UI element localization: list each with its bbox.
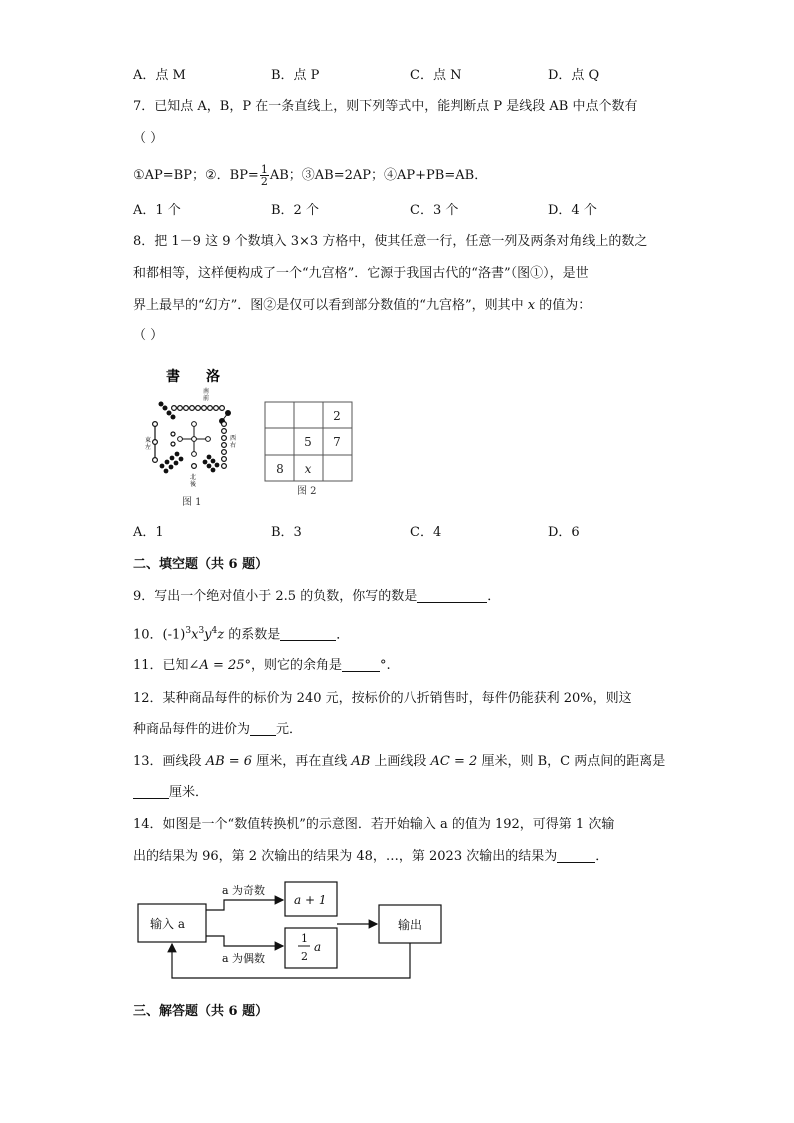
fig1-label-bottom: 北	[190, 474, 197, 481]
fig1-label-left2: 左	[145, 444, 152, 451]
half-den: 2	[301, 950, 308, 963]
fig1-label-top: 南	[203, 388, 210, 395]
odd-label: a 为奇数	[222, 884, 266, 897]
q13-mid1: 厘米，再在直线	[252, 754, 352, 769]
q8-line3	[133, 296, 591, 316]
q10-var-x: x	[191, 627, 199, 643]
q9-end: ．	[487, 589, 501, 604]
q8-line2: 和都相等，这样便构成了一个“九宫格”．它源于我国古代的“洛書”（图①），是世	[133, 266, 589, 281]
q12-line2	[133, 720, 302, 740]
q6-option-c: C．点 N	[410, 68, 462, 83]
q13-ac: AC = 2	[430, 754, 478, 769]
q13-ab2: AB	[351, 754, 371, 769]
q8-paren: （ ）	[133, 328, 164, 343]
q9-text: 9．写出一个绝对值小于 2.5 的负数，你写的数是	[133, 589, 418, 604]
q7-option-d: D．4 个	[548, 203, 597, 218]
odd-arrow	[206, 900, 283, 910]
q7-fraction	[260, 164, 269, 187]
q11-answer-blank[interactable]	[342, 657, 380, 672]
q13-line1	[133, 752, 665, 772]
q10-base: (-1)	[162, 627, 186, 643]
input-label: 输入 a	[150, 917, 185, 931]
q9	[133, 587, 500, 607]
q7-option-a: A．1 个	[133, 203, 181, 218]
q14-end: ．	[595, 849, 609, 864]
q14-line2	[133, 847, 608, 867]
fig1-left-circles	[153, 422, 158, 463]
q10-exp2: 3	[198, 626, 205, 636]
q8-option-b: B．3	[271, 525, 302, 540]
q6-option-d: D．点 Q	[548, 68, 600, 83]
q7-option-b: B．2 个	[271, 203, 319, 218]
q11-end: °.	[380, 658, 391, 673]
q10-var-y: y	[204, 627, 212, 643]
number-converter-diagram	[130, 876, 450, 988]
even-label: a 为偶数	[222, 952, 266, 965]
q14-text: 出的结果为 96，第 2 次输出的结果为 48，…，第 2023 次输出的结果为	[133, 849, 558, 864]
q7-fraction-num: 1	[260, 163, 268, 176]
feedback-arrow	[172, 943, 410, 978]
fig1-title-left: 書	[166, 369, 180, 385]
q8-line1: 8．把 1－9 这 9 个数填入 3×3 方格中，使其任意一行，任意一列及两条对角线上的数之	[133, 234, 648, 249]
q10-number: 10．	[133, 627, 163, 643]
fig1-label-bottom2: 後	[190, 481, 197, 488]
q8-option-a: A．1	[133, 525, 164, 540]
fig1-bottom-left-dots	[160, 452, 184, 474]
fig1-label-left: 東	[145, 437, 152, 444]
q6-option-a: A．点 M	[133, 68, 186, 83]
section-solve-heading: 三、解答题（共 6 题）	[133, 1004, 269, 1019]
grid-cell-7: 8	[276, 462, 284, 476]
grid-cell-8: x	[304, 462, 312, 476]
fig1-label-right: 西	[230, 435, 237, 442]
grid-cell-6: 7	[333, 435, 341, 449]
q8-line3-end: 的值为：	[535, 298, 592, 313]
q11	[133, 656, 391, 676]
q13-answer-blank[interactable]	[133, 784, 169, 799]
q14-answer-blank[interactable]	[557, 848, 595, 863]
q7-paren: （ ）	[133, 131, 164, 146]
q10-exp3: 4	[211, 626, 218, 636]
q13-mid2: 上画线段	[370, 754, 431, 769]
q7-equations	[133, 164, 487, 187]
fig1-title-right: 洛	[206, 369, 220, 385]
fig2-caption: 图 2	[297, 486, 317, 497]
half-num: 1	[301, 932, 308, 945]
half-box	[285, 928, 337, 968]
q10-end: ．	[336, 627, 350, 643]
q10-answer-blank[interactable]	[280, 626, 336, 641]
q7-eq-part2: AB；③AB=2AP；④AP+PB=AB．	[269, 168, 488, 183]
q7-stem: 7．已知点 A，B，P 在一条直线上，则下列等式中，能判断点 P 是线段 AB 中点个数有	[133, 99, 638, 114]
q11-text: 11．已知	[133, 658, 189, 673]
q13-text: 13．画线段	[133, 754, 206, 769]
q11-mid: ，则它的余角是	[251, 658, 343, 673]
even-arrow	[206, 936, 283, 946]
q11-angle: ∠A = 25°	[188, 658, 252, 673]
plus-one-label: a + 1	[294, 893, 327, 907]
output-label: 输出	[398, 918, 423, 932]
q8-option-d: D．6	[548, 525, 580, 540]
q14-line1: 14．如图是一个“数值转换机”的示意图．若开始输入 a 的值为 192，可得第 1 次输	[133, 817, 615, 832]
half-var: a	[314, 940, 322, 954]
fig1-top-circles	[172, 406, 225, 411]
fig1-right-circles	[222, 422, 227, 469]
q10	[133, 621, 349, 645]
q13-line2	[133, 783, 208, 803]
fig1-caption: 图 1	[182, 497, 202, 508]
q13-ab: AB = 6	[205, 754, 253, 769]
fig1-label-top2: 前	[203, 395, 210, 402]
grid-cell-5: 5	[304, 435, 312, 449]
fig1-center-side-circles	[171, 432, 175, 446]
q13-post: 厘米，则 B，C 两点间的距离是	[477, 754, 666, 769]
q7-fraction-den: 2	[260, 175, 268, 188]
fig1-bottom-right-dots	[203, 455, 220, 473]
section-fill-in-heading: 二、填空题（共 6 题）	[133, 557, 269, 572]
q12-text: 种商品每件的进价为	[133, 722, 251, 737]
grid-cell-3: 2	[333, 409, 341, 423]
fig1-bottom-circle	[192, 464, 197, 469]
q8-var-x: x	[527, 298, 536, 313]
q10-var-z: z	[217, 627, 225, 643]
q9-answer-blank[interactable]	[417, 588, 487, 603]
fig1-center-cross	[178, 422, 211, 457]
q10-text: 的系数是	[224, 627, 281, 643]
fig1-label-right2: 右	[230, 442, 237, 449]
luoshu-figure	[140, 362, 252, 510]
q7-option-c: C．3 个	[410, 203, 459, 218]
q12-answer-blank[interactable]	[250, 721, 276, 736]
q12-line1: 12．某种商品每件的标价为 240 元，按标价的八折销售时，每件仍能获利 20%，则这	[133, 691, 632, 706]
q8-option-c: C．4	[410, 525, 442, 540]
q8-line3-text: 界上最早的“幻方”．图②是仅可以看到部分数值的“九宫格”，则其中	[133, 298, 528, 313]
q7-eq-part1: ①AP=BP；②．BP=	[133, 168, 259, 183]
q10-exp1: 3	[185, 626, 192, 636]
q12-end: 元．	[276, 722, 303, 737]
q6-option-b: B．点 P	[271, 68, 320, 83]
q13-end: 厘米．	[169, 785, 209, 800]
nine-grid-figure	[262, 400, 358, 498]
